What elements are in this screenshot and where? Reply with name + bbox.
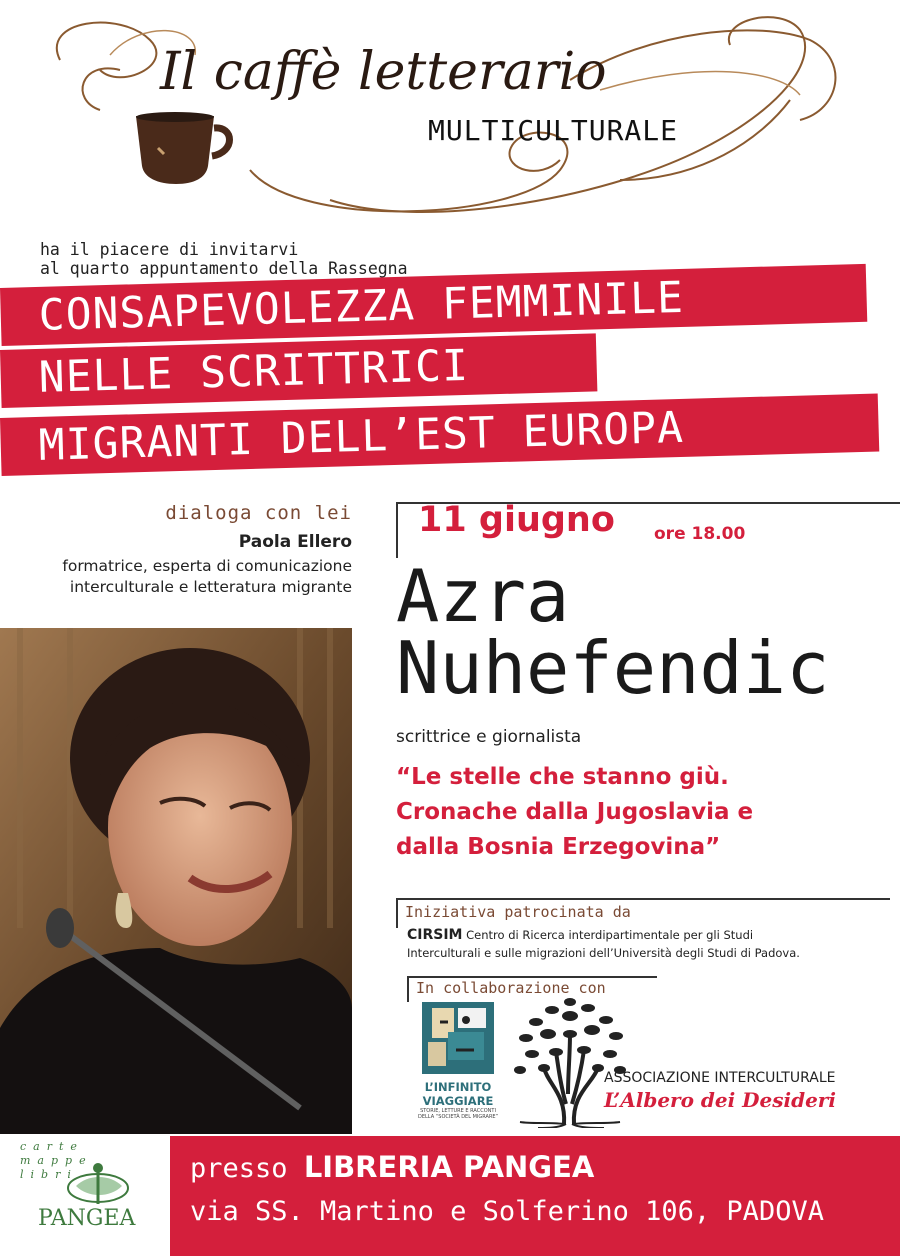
book-title-line-1: “Le stelle che stanno giù. bbox=[396, 764, 729, 790]
moderator-desc-line-2: interculturale e letteratura migrante bbox=[69, 578, 352, 596]
patronage-label: Iniziativa patrocinata da bbox=[405, 903, 631, 921]
author-first-name: Azra bbox=[396, 554, 570, 638]
author-portrait-illustration bbox=[0, 628, 352, 1134]
collaboration-label: In collaborazione con bbox=[416, 979, 606, 997]
patronage-text bbox=[407, 926, 800, 962]
infinito-line-4: DELLA “SOCIETÀ DEL MIGRARE” bbox=[418, 1114, 499, 1120]
infinito-line-1: L’INFINITO bbox=[424, 1080, 492, 1094]
book-title-line-3: dalla Bosnia Erzegovina” bbox=[396, 834, 721, 860]
association-label: ASSOCIAZIONE INTERCULTURALE bbox=[604, 1070, 836, 1086]
invite-line-1: ha il piacere di invitarvi bbox=[40, 240, 299, 259]
pangea-tagline-3: libri bbox=[20, 1168, 78, 1181]
banner-line-2: NELLE SCRITTRICI bbox=[0, 333, 597, 408]
event-time: ore 18.00 bbox=[654, 524, 746, 544]
logo-title: Il caffè letterario bbox=[160, 42, 607, 102]
author-name bbox=[396, 554, 830, 710]
infinito-line-2: VIAGGIARE bbox=[422, 1094, 494, 1108]
association-name: L’Albero dei Desideri bbox=[604, 1088, 836, 1112]
moderator-description bbox=[62, 556, 352, 598]
book-title-line-2: Cronache dalla Jugoslavia e bbox=[396, 799, 754, 825]
moderator-name: Paola Ellero bbox=[238, 532, 352, 552]
pangea-globe-icon bbox=[58, 1160, 136, 1208]
venue-name: LIBRERIA PANGEA bbox=[303, 1150, 595, 1184]
banner-line-1: CONSAPEVOLEZZA FEMMINILE bbox=[0, 264, 867, 346]
banner-line-3: MIGRANTI DELL’EST EUROPA bbox=[0, 393, 879, 475]
face-collage-icon bbox=[418, 1002, 498, 1074]
book-title bbox=[396, 760, 753, 865]
event-date: 11 giugno bbox=[418, 500, 615, 540]
venue-address: via SS. Martino e Solferino 106, PADOVA bbox=[190, 1196, 824, 1227]
pangea-tagline-1: carte bbox=[20, 1140, 84, 1153]
author-role: scrittrice e giornalista bbox=[396, 727, 582, 747]
venue-line bbox=[190, 1150, 594, 1184]
logo-subtitle: MULTICULTURALE bbox=[428, 114, 679, 147]
infinito-viaggiare-logo bbox=[418, 1002, 498, 1128]
cirsim-desc-1: Centro di Ricerca interdipartimentale per gli Studi bbox=[466, 928, 754, 942]
moderator-desc-line-1: formatrice, esperta di comunicazione bbox=[62, 557, 352, 575]
coffee-cup-icon bbox=[128, 108, 240, 186]
cirsim-desc-2: Interculturali e sulle migrazioni dell’Università degli Studi di Padova. bbox=[407, 946, 800, 960]
pangea-tagline-2: mappe bbox=[20, 1154, 93, 1167]
author-last-name: Nuhefendic bbox=[396, 626, 830, 710]
infinito-line-3: STORIE, LETTURE E RACCONTI bbox=[420, 1108, 496, 1114]
cirsim-name: CIRSIM bbox=[407, 927, 463, 943]
invite-line-2: al quarto appuntamento della Rassegna bbox=[40, 259, 408, 278]
author-photo bbox=[0, 628, 352, 1134]
venue-prefix: presso bbox=[190, 1153, 288, 1184]
pangea-logo-word: PANGEA bbox=[38, 1206, 136, 1231]
moderator-intro: dialoga con lei bbox=[165, 502, 352, 524]
